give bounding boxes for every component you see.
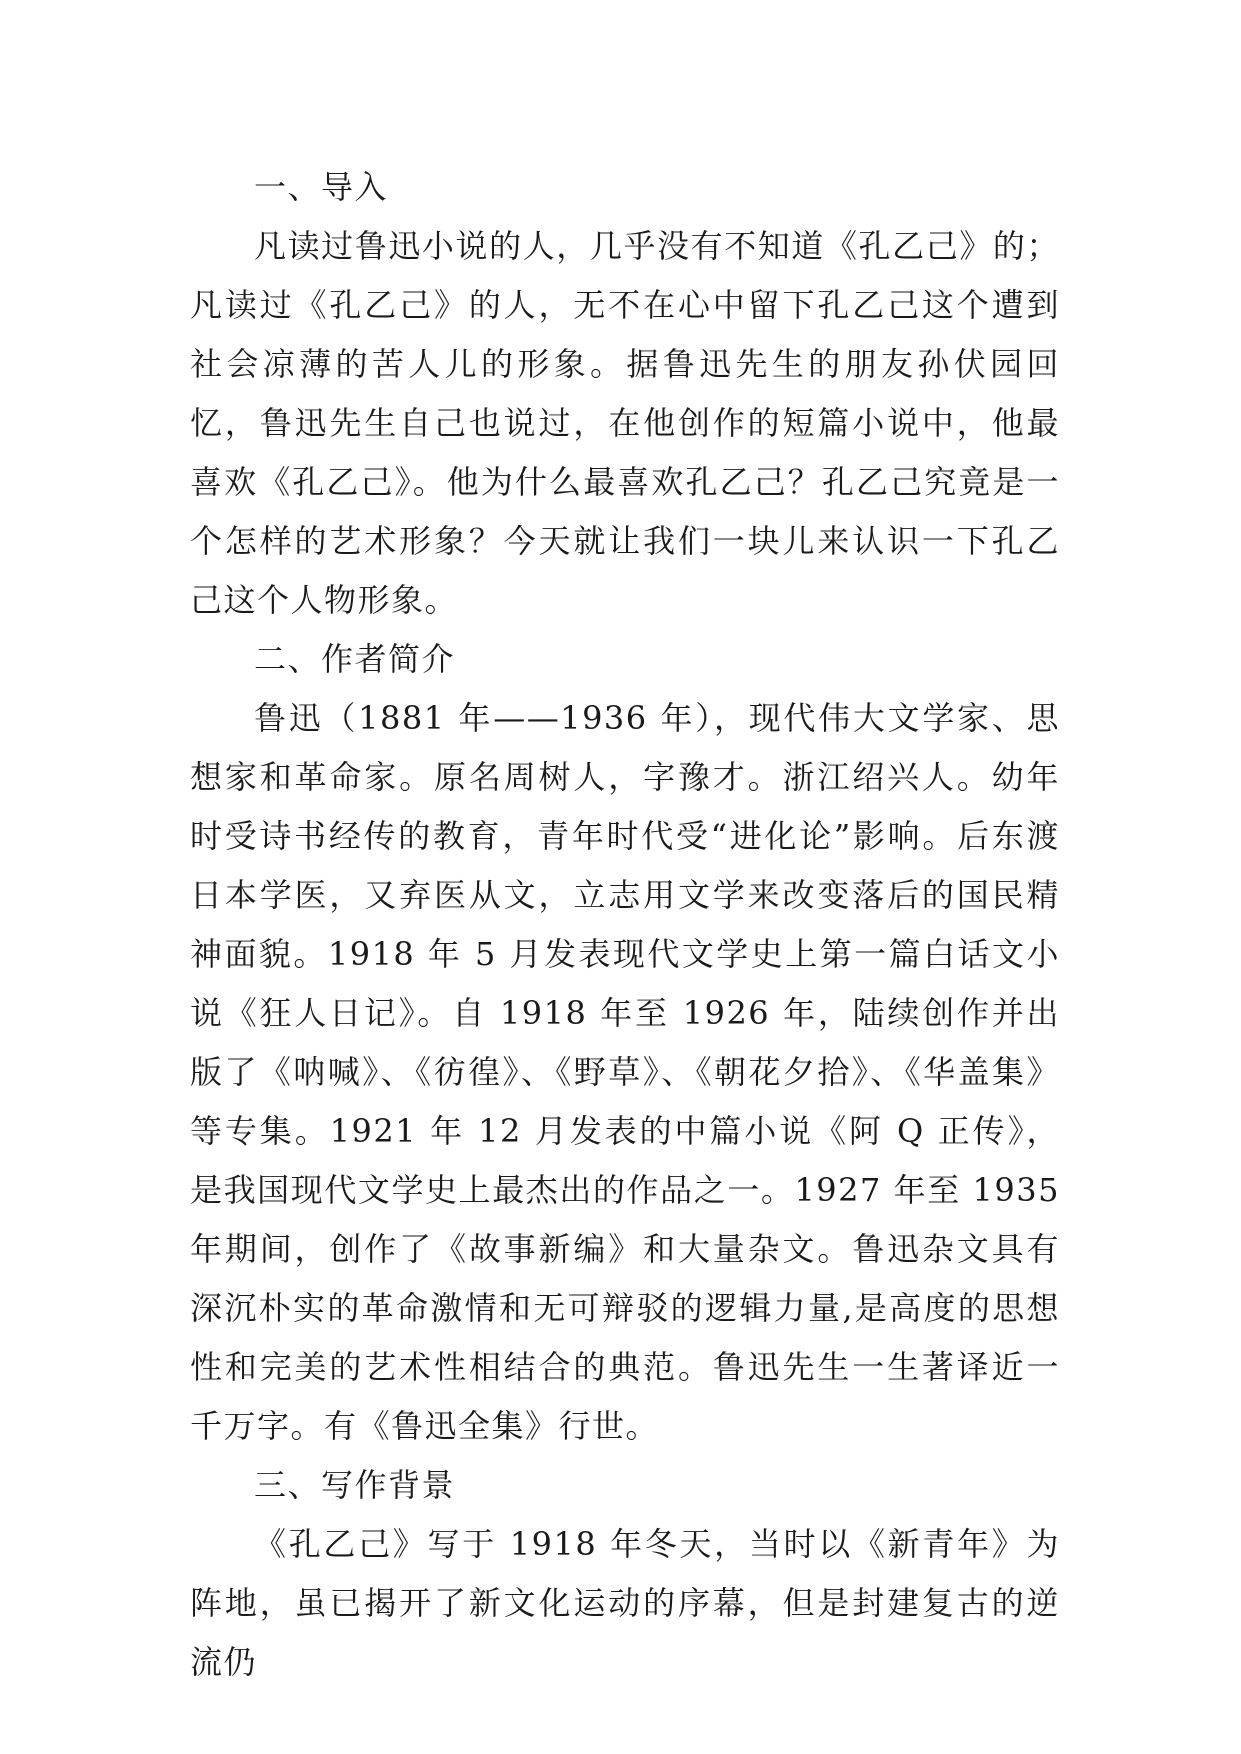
document-body <box>190 158 1060 1692</box>
section-heading-intro: 一、导入 <box>254 168 389 206</box>
section-heading-background: 三、写作背景 <box>254 1466 456 1504</box>
section-paragraph-background: 《孔乙己》写于 1918 年冬天，当时以《新青年》为阵地，虽已揭开了新文化运动的序幕，但是封建复古的逆流仍 <box>190 1525 1060 1681</box>
section-paragraph-intro: 凡读过鲁迅小说的人，几乎没有不知道《孔乙己》的；凡读过《孔乙己》的人，无不在心中留下孔乙己这个遭到社会凉薄的苦人儿的形象。据鲁迅先生的朋友孙伏园回忆，鲁迅先生自己也说过，在他创作的短篇小说中，他最喜欢《孔乙己》。他为什么最喜欢孔乙己？孔乙己究竟是一个怎样的艺术形象？今天就让我们一块儿来认识一下孔乙己这个人物形象。 <box>190 227 1060 619</box>
section-heading-author: 二、作者简介 <box>254 640 456 678</box>
section-paragraph-author: 鲁迅（1881 年——1936 年），现代伟大文学家、思想家和革命家。原名周树人，字豫才。浙江绍兴人。幼年时受诗书经传的教育，青年时代受“进化论”影响。后东渡日本学医，又弃医从文，立志用文学来改变落后的国民精神面貌。1918 年 5 月发表现代文学史上第一篇白话文小说《狂人日记》。自 1918 年至 1926 年，陆续创作并出版了《呐喊》、《彷徨》、《野草》、《朝花夕拾》、《华盖集》等专集。1921 年 12 月发表的中篇小说《阿 Q 正传》，是我国现代文学史上最杰出的作品之一。1927 年至 1935 年期间，创作了《故事新编》和大量杂文。鲁迅杂文具有深沉朴实的革命激情和无可辩驳的逻辑力量,是高度的思想性和完美的艺术性相结合的典范。鲁迅先生一生著译近一千万字。有《鲁迅全集》行世。 <box>190 699 1060 1445</box>
